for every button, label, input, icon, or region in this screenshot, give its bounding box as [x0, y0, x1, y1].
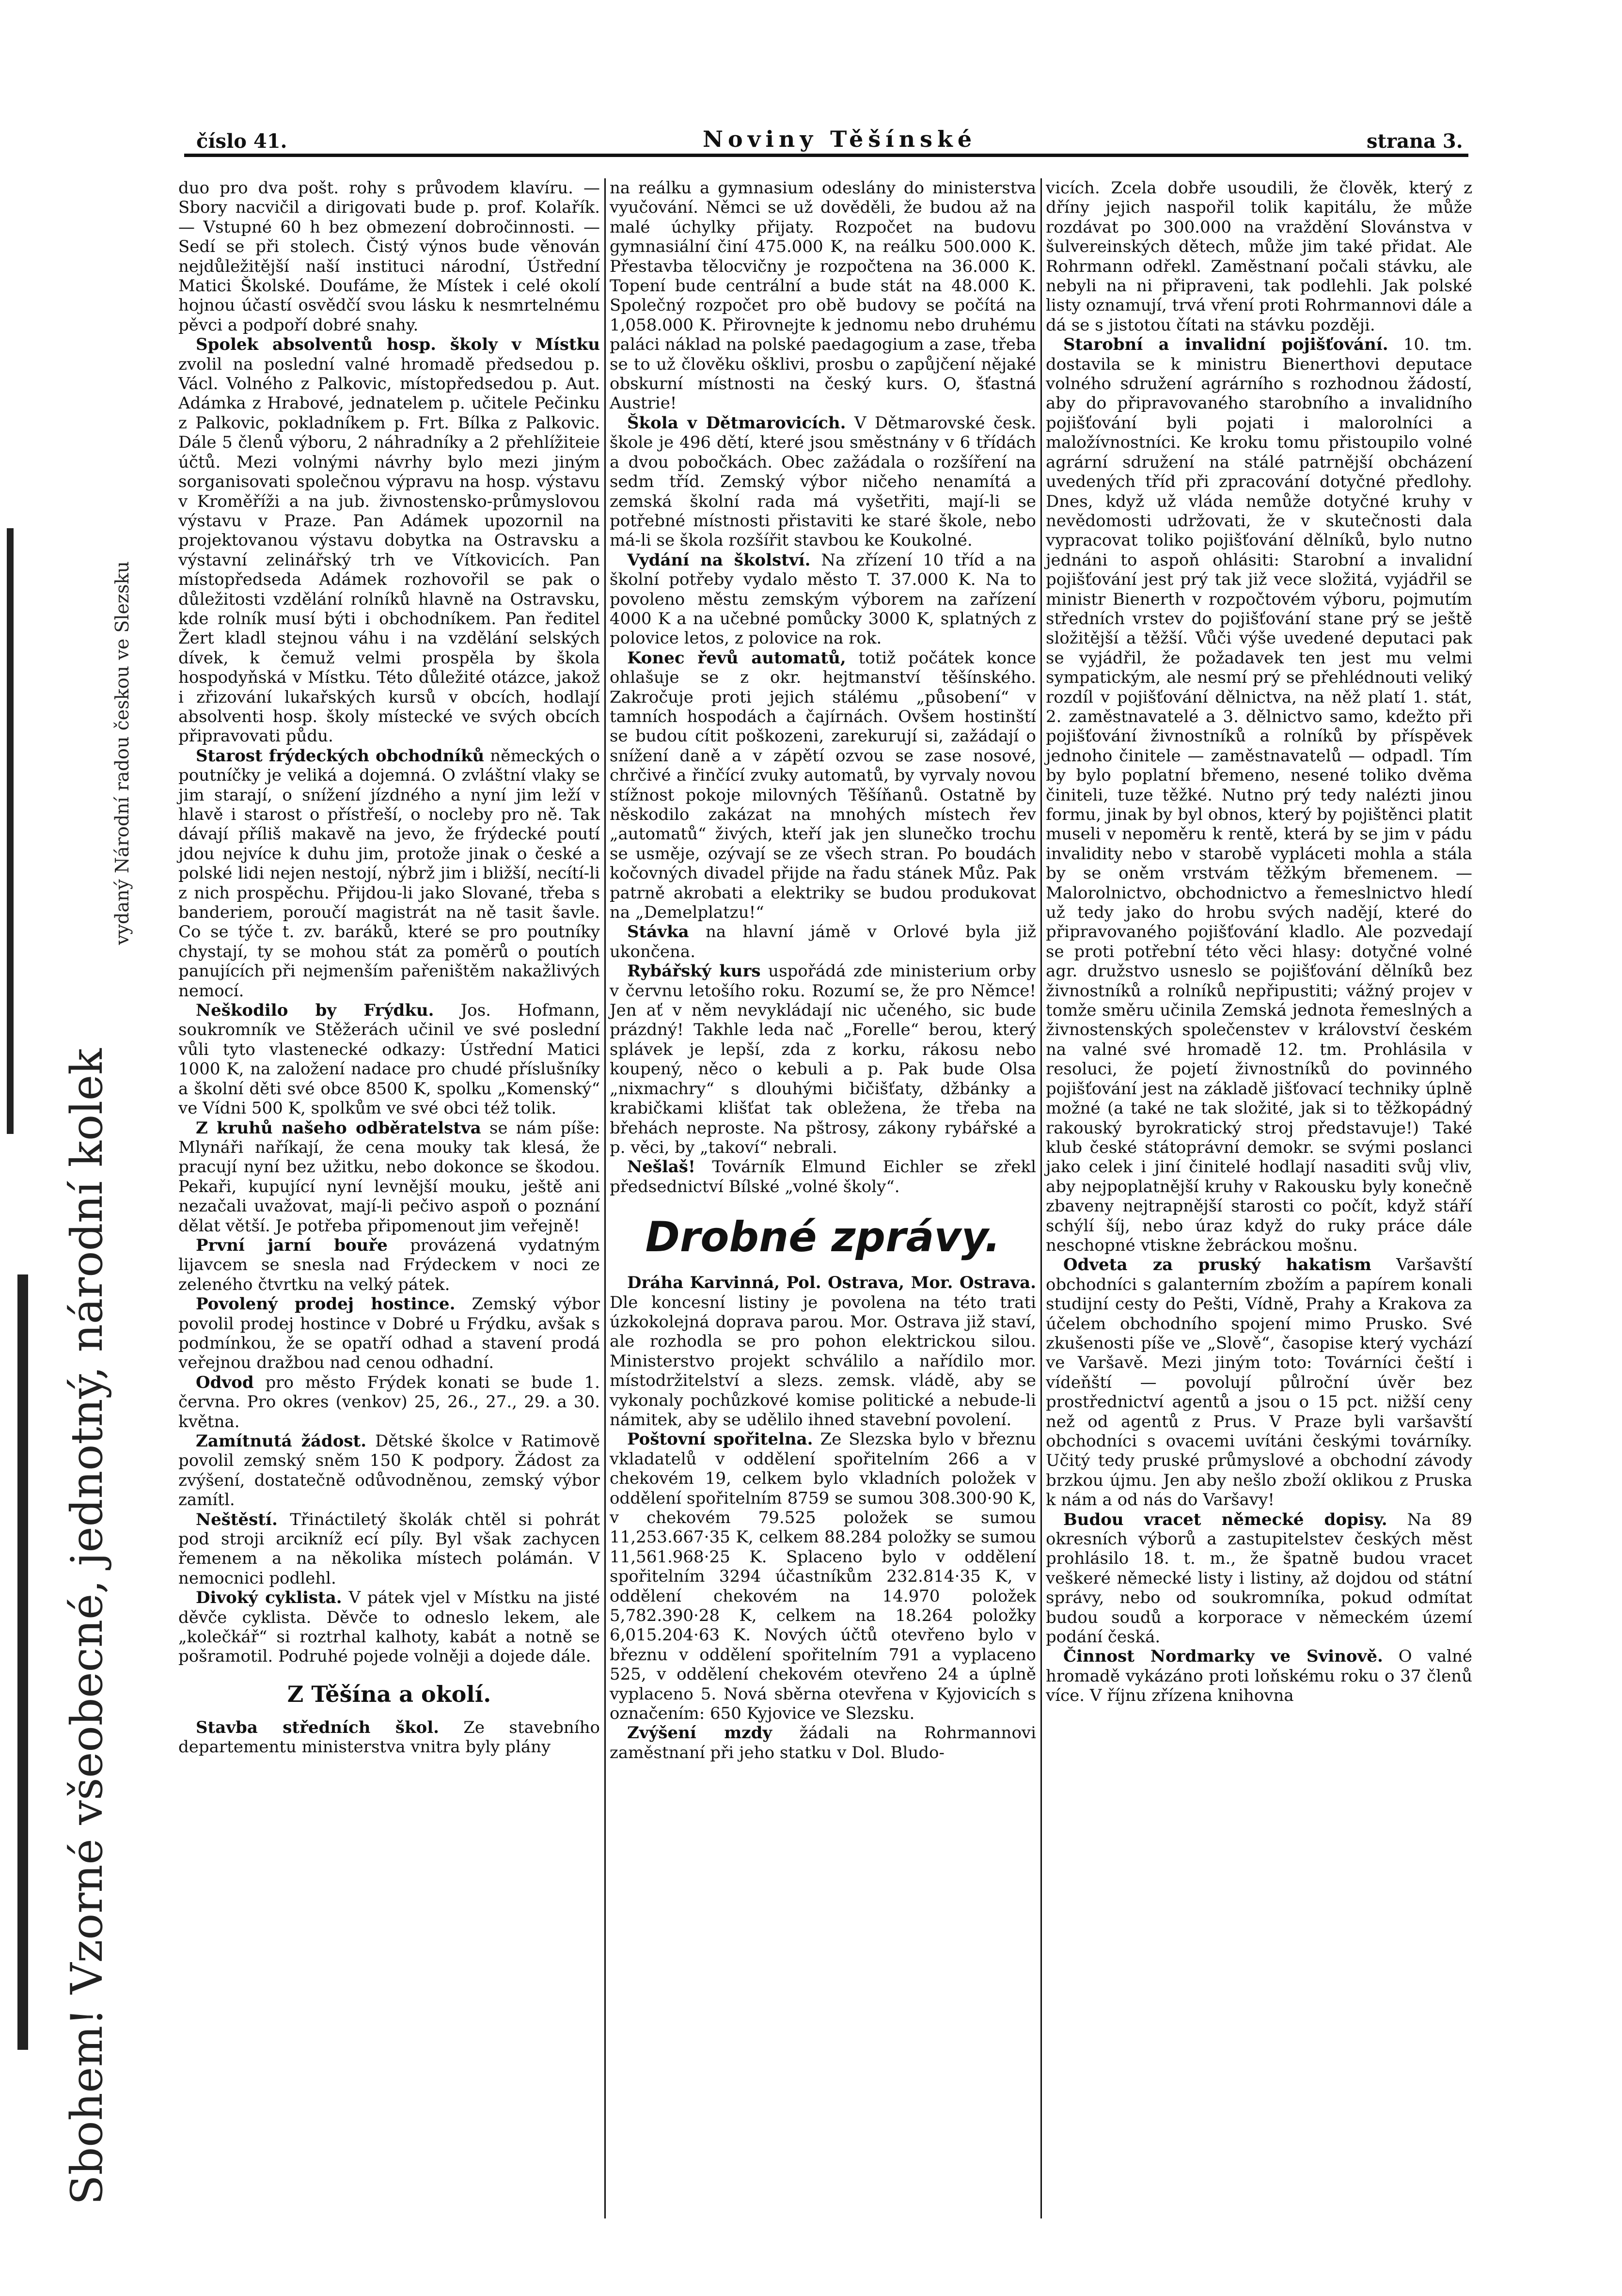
- article-text: německých o poutníčky je veliká a dojemná. O zvláštní vlaky se jim starají, o snížení jízdného a nyní jim leží v hlavě i starost o přístřeší, o nocleby pro ně. Tak dávají příliš makavě na jevo, že frýdecké poutí jdou nejvíce k duhu jim, protože jinak o české a polské lidi nejen nestojí, nýbrž jim i bližší, necítí-li z nich prospěchu. Přijdou-li jako Slované, třeba s banderiem, poroučí magistrát na ně tasit šavle. Co se týče t. zv. baráků, které se pro poutníky chystají, ty se mohou stát za poměrů o poutích panujících při nejmenším pařeništěm nakažlivých nemocí.: [178, 746, 600, 1001]
- article-paragraph: [610, 648, 1036, 923]
- article-text: žádali na Rohrmannovi zaměstnaní při jeho statku v Dol. Bludo-: [610, 1723, 1037, 1762]
- margin-stamp-text: Sbohem! Vzorné všeobecné, jednotný, národní kolek: [62, 1048, 112, 2205]
- article-text: duo pro dva pošt. rohy s průvodem klavíru. — Sbory nacvičil a dirigovati bude p. prof. Kolařík. — Vstupné 60 h bez obmezení dobročinnosti. — Sedí se při stolech. Čistý výnos bude věnován nejdůležitější naší instituci národní, Ústřední Matici Školské. Doufáme, že Místek i celé okolí hojnou účastí osvědčí svou lásku k nesmrtelnému pěvci a podpoří dobré snahy.: [178, 178, 600, 335]
- article-text: se nám píše: Mlynáři naříkají, že cena mouky tak klesá, že pracují nyní bez užitku, nebo dokonce se škodou. Pekaři, kupující nyní levnější mouku, ještě ani nezačali uvažovat, mají-li pečivo aspoň o poznání dělat větší. Je potřeba připomenout jim veřejně!: [178, 1118, 600, 1236]
- article-text: zvolil na poslední valné hromadě předsedou p. Václ. Volného z Palkovic, místopředsedou p. Aut. Adámka z Hrabové, jednatelem p. učitele Pečinku z Palkovic, pokladníkem p. Frt. Bílka z Palkovic. Dále 5 členů výboru, 2 náhradníky a 2 přehlížiteie účtů. Mezi volnými návrhy bylo mezi jiným sorganisovati společnou výpravu na hosp. výstavu v Kroměříži a na jub. živnostensko-průmyslovou výstavu v Praze. Pan Adámek upozornil na projektovanou výstavu dobytka na Ostravsku a výstavní zelinářský trh ve Vítkovicích. Pan místopředseda Adámek rozhovořil se pak o důležitosti vzdělání rolníků hlavně na Ostravsku, kde rolník musí býti i obchodníkem. Pan ředitel Žert kladl stejnou váhu i na vzdělání selských dívek, k čemuž velmi prospěla by škola hospodyňská v Místku. Této důležité otázce, jakož i zřizování lukařských kursů v obcích, hodlají absolventi hosp. školy místecké ve svých obcích připravovati půdu.: [178, 354, 600, 746]
- article-paragraph: [610, 550, 1036, 648]
- article-lead: Odvod: [196, 1372, 254, 1392]
- article-paragraph: [610, 961, 1036, 1157]
- article-lead: Starobní a invalidní pojišťování.: [1063, 335, 1388, 355]
- margin-stamp-small-text: vydaný Národní radou českou ve Slezsku: [111, 561, 133, 945]
- article-lead: Z kruhů našeho odběratelstva: [196, 1118, 481, 1138]
- header-rule: [184, 154, 1468, 157]
- article-text: V Dětmarovské česk. škole je 496 dětí, které jsou směstnány v 6 třídách a dvou pobočkách. Obec zažádala o rozšíření na sedm tříd. Zemský výbor ničeho nenamítá a zemská školní rada má vyšetřiti, mají-li se potřebné místnosti přistaviti ke staré škole, nebo má-li se škola rozšířit stavbou ke Koukolné.: [610, 413, 1036, 550]
- article-text: Na 89 okresních výborů a zastupitelstev českých měst prohlásilo 18. t. m., že špatně budou vracet veškeré německé listy i listiny, až dojdou od státní správy, nebo od soukromníka, pokud odmítat budou soudů a korporace v německém území podání česká.: [1046, 1510, 1473, 1647]
- column-3: [1046, 178, 1472, 2296]
- article-lead: Neškodilo by Frýdku.: [196, 1001, 434, 1021]
- article-lead: Zamítnutá žádost.: [196, 1431, 367, 1451]
- article-lead: Činnost Nordmarky ve Svinově.: [1063, 1647, 1383, 1667]
- article-lead: Nešlaš!: [627, 1157, 695, 1177]
- article-lead: První jarní bouře: [196, 1235, 388, 1255]
- article-text: Třináctiletý školák chtěl si pohrát pod stroji arcikníž ecí píly. Byl však zachycen řemenem a na několika místech polámán. V nemocnici podlehl.: [178, 1510, 600, 1588]
- article-paragraph: [1046, 335, 1472, 1255]
- newspaper-masthead: Noviny Těšínské: [703, 126, 977, 152]
- article-text: na hlavní jámě v Orlové byla již ukončena.: [610, 922, 1036, 961]
- article-paragraph: [178, 335, 600, 746]
- margin-bar: [7, 528, 14, 1134]
- article-paragraph: [610, 1157, 1036, 1196]
- article-paragraph: [178, 1588, 600, 1667]
- article-paragraph: [178, 1294, 600, 1373]
- article-text: Zemský výbor povolil prodej hostince v Dobré u Frýdku, avšak s podmínkou, že se opatří odhad a stavení prodá veřejnou dražbou nad cenou odhadní.: [178, 1294, 600, 1373]
- article-paragraph: [178, 746, 600, 1001]
- article-paragraph: [610, 1723, 1036, 1762]
- article-text: Ze Slezska bylo v březnu vkladatelů v oddělení spořitelním 266 a v chekovém 19, celkem bylo vkladních položek v oddělení spořitelním 8759 se sumou 308.300·90 K, v chekovém 79.525 položek se sumou 11,253.667·35 K, celkem 88.284 položky se sumou 11,561.968·25 K. Splaceno bylo v oddělení spořitelním 3294 účastníkům 232.814·35 K, v oddělení chekovém na 14.970 položek 5,782.390·28 K, celkem na 18.264 položky 6,015.204·63 K. Nových účtů otevřeno bylo v březnu v oddělení spořitelním 791 a vyplaceno 525, v oddělení chekovém otevřeno 24 a úplně vyplaceno 5. Nová sběrna otevřena v Kyjovicích s označením: 650 Kyjovice ve Slezsku.: [610, 1430, 1036, 1724]
- article-paragraph: [178, 178, 600, 335]
- article-paragraph: [610, 922, 1036, 961]
- article-lead: Konec řevů automatů,: [627, 648, 846, 668]
- article-lead: Spolek absolventů hosp. školy v Místku: [196, 335, 600, 355]
- article-text: na reálku a gymnasium odeslány do ministerstva vyučování. Němci se už dověděli, že budou až na malé úchylky přijaty. Rozpočet na budovu gymnasiální činí 475.000 K, na reálku 500.000 K. Přestavba tělocvičny je rozpočtena na 36.000 K. Topení bude centrální a bude stát na 48.000 K. Společný rozpočet pro obě budovy se počítá na 1,058.000 K. Přirovnejte k jednomu nebo druhému paláci náklad na polské paedagogium a zase, třeba se to už člověku ošklivi, prosbu o zapůjčení nějaké obskurní místnosti na český kurs. O, šťastná Austrie!: [610, 178, 1036, 413]
- column-divider: [604, 178, 606, 2218]
- article-lead: Stavba středních škol.: [196, 1717, 439, 1737]
- article-paragraph: [610, 1430, 1036, 1723]
- article-lead: Povolený prodej hostince.: [196, 1294, 456, 1314]
- article-paragraph: [178, 1510, 600, 1588]
- article-lead: Škola v Dětmarovicích.: [627, 413, 846, 433]
- article-paragraph: [178, 1118, 600, 1236]
- article-lead: Stávka: [627, 922, 689, 942]
- article-text: vicích. Zcela dobře usoudili, že člověk, který z dříny jejich naspořil tolik kapitálu, že může rozdávat po 300.000 na vraždění Slovánstva v šulvereinských dětech, může jim také přidat. Ale Rohrmann odřekl. Zaměstnaní počali stávku, ale nebyli na ni připraveni, tak podlehli. Jak polské listy oznamují, trvá vření proti Rohrmannovi dále a dá se s jistotou čítati na stávku později.: [1046, 178, 1472, 335]
- article-lead: Divoký cyklista.: [196, 1588, 342, 1608]
- article-paragraph: [178, 1431, 600, 1510]
- article-lead: Poštovní spořitelna.: [627, 1430, 813, 1449]
- article-text: V pátek vjel v Místku na jisté děvče cyklista. Děvče to odneslo lekem, ale „kolečkář“ si roztrhal kalhoty, kabát a notně se pošramotil. Podruhé pojede volněji a dojede dále.: [178, 1588, 600, 1667]
- article-lead: Rybářský kurs: [627, 961, 761, 981]
- article-paragraph: [1046, 1647, 1472, 1705]
- article-lead: Odveta za pruský hakatism: [1063, 1255, 1371, 1275]
- page-number: číslo 41.: [196, 130, 287, 153]
- article-text: Továrník Elmund Eichler se zřekl předsednictví Bílské „volné školy“.: [610, 1157, 1036, 1196]
- article-paragraph: [610, 1273, 1036, 1430]
- article-paragraph: [610, 178, 1036, 413]
- article-lead: Dráha Karvinná, Pol. Ostrava, Mor. Ostrava.: [627, 1273, 1036, 1293]
- article-text: Jos. Hofmann, soukromník ve Stěžerách učinil ve své poslední vůli tyto vlastenecké odkazy: Ústřední Matici 1000 K, na založení nadace pro chudé příslušníky a školní děti své obce 8500 K, spolku „Komenský“ ve Vídni 500 K, spolkům ve své obci též tolik.: [178, 1001, 600, 1118]
- article-lead: Neštěstí.: [196, 1510, 278, 1529]
- page-label: strana 3.: [1367, 130, 1463, 153]
- article-paragraph: [178, 1236, 600, 1294]
- article-lead: Starost frýdeckých obchodníků: [196, 746, 485, 766]
- article-text: 10. tm. dostavila se k ministru Bienerthovi deputace volného sdružení agrárního s rozhodnou žádostí, aby do připravovaného starobního a invalidního pojišťování byli pojati i malorolníci a maložívnostníci. Ke kroku tomu přistoupilo volné agrární sdružení na stálé patrnější obcházení uvedených tříd při zpracování dotyčné předlohy. Dnes, když už vláda nemůže dotyčné kruhy v nevědomosti udržovati, že v skutečnosti dala vypracovat toliko pojišťování dělníků, bylo nutno jednáni to aspoň ohlásiti: Starobní a invalidní pojišťování jest prý tak již vece složitá, vyjádřil se ministr Bienerth v rozpočtovém výboru, pojmutím středních vrstev do pojišťování stane prý se ještě složitější a těžší. Vůči výše uvedené deputaci pak se vyjádřil, že požadavek ten jest mu velmi sympatickým, ale nesmí prý se přehlédnouti veliký rozdíl v pojišťování dělnictva, na něž platí 1. stát, 2. zaměstnavatelé a 3. dělnictvo samo, kdežto při pojišťování živnostníků a rolníků by příspěvek jednoho činitele — zaměstnavatelů — odpadl. Tím by bylo poplatní břemeno, nesené toliko dvěma činiteli, tuze těžké. Nutno prý tedy nalézti jinou formu, jinak by byl obnos, který by pojištěnci platit museli v nepoměru k rentě, která by se jim v pádu invalidity nebo v starobě vypláceti mohla a stála by se oněm vrstvám těžkým břemenem. — Malorolnictvo, obchodnictvo a řemeslnictvo hledí už tedy jako do hrobu svých nadějí, které do připravovaného pojišťování kladlo. Ale pozvedají se proti potřební této věci hlasy: dotyčné volné agr. družstvo usneslo se pojišťování dělníků bez živnostníků a rolníků nepřipustiti; vážný projev v tomže směru učinila Zemská jednota řemeslných a živnostenských společenstev v království českém na valné své hromadě 12. tm. Prohlásila v resoluci, že pojetí živnostníků do povinného pojišťování jest na základě jišťovací techniky úplně možné (a také ne tak složité, jak si to těžkopádný rakouský byrokratický stroj představuje!) Také klub české státoprávní demokr. se svými poslanci jako celek i jiní činitelé hodlají nasaditi svůj vliv, aby nejpoplatnější kruhy v Rakousku byly konečně zbaveny nejtrapnější starosti co počít, když stáří schýlí šíj, nebo úraz když do ruky práce dále neschopné vtiskne žebráckou mošnu.: [1046, 335, 1472, 1255]
- article-paragraph: [178, 1718, 600, 1757]
- article-paragraph: [178, 1001, 600, 1118]
- section-heading: Drobné zprávy.: [645, 1213, 1001, 1262]
- column-divider: [1040, 178, 1042, 2218]
- article-text: Varšavští obchodníci s galanterním zbožím a papírem konali studijní cesty do Pešti, Vídně, Prahy a Krakova za účelem obchodního spojení mimo Prusko. Své zkušenosti píše ve „Slově“, časopise který vychází ve Varšavě. Mezi jiným toto: Továrníci čeští i vídeňští — povolují půlroční úvěr bez prostřednictví agentů a jsou o 15 pct. nižší ceny než od agentů z Prus. V Praze byli varšavští obchodníci s ovacemi uvítáni českými továrníky. Učitý tedy pruské průmyslové a obchodní závody brzkou újmu. Jen aby nešlo zboží oklikou z Pruska k nám a od nás do Varšavy!: [1046, 1255, 1472, 1510]
- article-paragraph: [1046, 1510, 1472, 1647]
- article-text: Dle koncesní listiny je povolena na této trati úzkokolejná doprava parou. Mor. Ostrava již staví, ale rozhodla se pro pohon elektrickou silou. Ministerstvo projekt schválilo a nařídilo mor. místodržitelství a slezs. zemsk. vládě, aby se vykonaly pochůzkové komise politické a nebude-li námitek, aby se udělilo ihned stavební povolení.: [610, 1292, 1036, 1430]
- article-paragraph: [1046, 1255, 1472, 1510]
- article-lead: Zvýšení mzdy: [627, 1723, 772, 1743]
- section-heading: Z Těšína a okolí.: [287, 1681, 491, 1707]
- article-text: Ze stavebního departementu ministerstva vnitra byly plány: [178, 1717, 600, 1757]
- article-text: Na zřízení 10 tříd a na školní potřeby vydalo město T. 37.000 K. Na to povoleno městu zemským výborem na zařízení 4000 K a na učebné pomůcky 3000 K, splatných z polovice letos, z polovice na rok.: [610, 550, 1036, 648]
- article-text: uspořádá zde ministerium orby v červnu letošího roku. Rozumí se, že pro Němce! Jen ať v něm nevykládají nic učeného, sic bude prázdný! Takhle leda nač „Forelle“ berou, který splávek je lepší, zda z korku, rákosu nebo koupený, něco o kebuli a p. Pak bude Olsa „nixmachry“ s dlouhými bičišťaty, džbánky a krabičkami klišťat tak obležena, že třeba na břehách neproste. Na pštrosy, zákony rybářské a p. věci, by „takoví“ nebrali.: [610, 961, 1036, 1157]
- article-lead: Vydání na školství.: [627, 550, 811, 570]
- article-paragraph: [1046, 178, 1472, 335]
- article-paragraph: [178, 1373, 600, 1431]
- article-text: provázená vydatným lijavcem se snesla nad Frýdeckem v noci ze zeleného čtvrtku na velký pátek.: [178, 1235, 600, 1294]
- article-paragraph: [610, 413, 1036, 550]
- article-text: O valné hromadě vykázáno proti loňskému roku o 37 členů více. V říjnu zřízena knihovna: [1046, 1647, 1472, 1706]
- article-text: Dětské školce v Ratimově povolil zemský sněm 150 K podpory. Žádost za zvýšení, dostatečně odůvodněnou, zemský výbor zamítl.: [178, 1431, 600, 1510]
- article-text: totiž počátek konce ohlašuje se z okr. hejtmanství těšínského. Zakročuje proti jejich stálému „působení“ v tamních hospodách a čajírnách. Ovšem hostinští se budou cítit poškozeni, zarekurují si, zažádají o snížení daně a v zápětí ozvou se zase nosové, chrčivé a řinčící zvuky automatů, by vyrvaly novou stížnost pokoje milovných Těšíňanů. Ostatně by něskodilo zakázat na mnohých místech řev „automatů“ živých, kteří jak jen slunečko trochu se usměje, ozývají se ze všech stran. Po boudách kočovných divadel přijde na řadu stánek Můz. Pak patrně akrobati a elektriky se budou produkovat na „Demelplatzu!“: [610, 648, 1036, 923]
- margin-bar: [17, 1274, 28, 2050]
- article-lead: Budou vracet německé dopisy.: [1063, 1510, 1387, 1529]
- article-text: pro město Frýdek konati se bude 1. června. Pro okres (venkov) 25, 26., 27., 29. a 30. května.: [178, 1372, 600, 1431]
- column-1: [178, 178, 600, 2296]
- column-2: [610, 178, 1036, 2296]
- page-header: [0, 0, 1622, 153]
